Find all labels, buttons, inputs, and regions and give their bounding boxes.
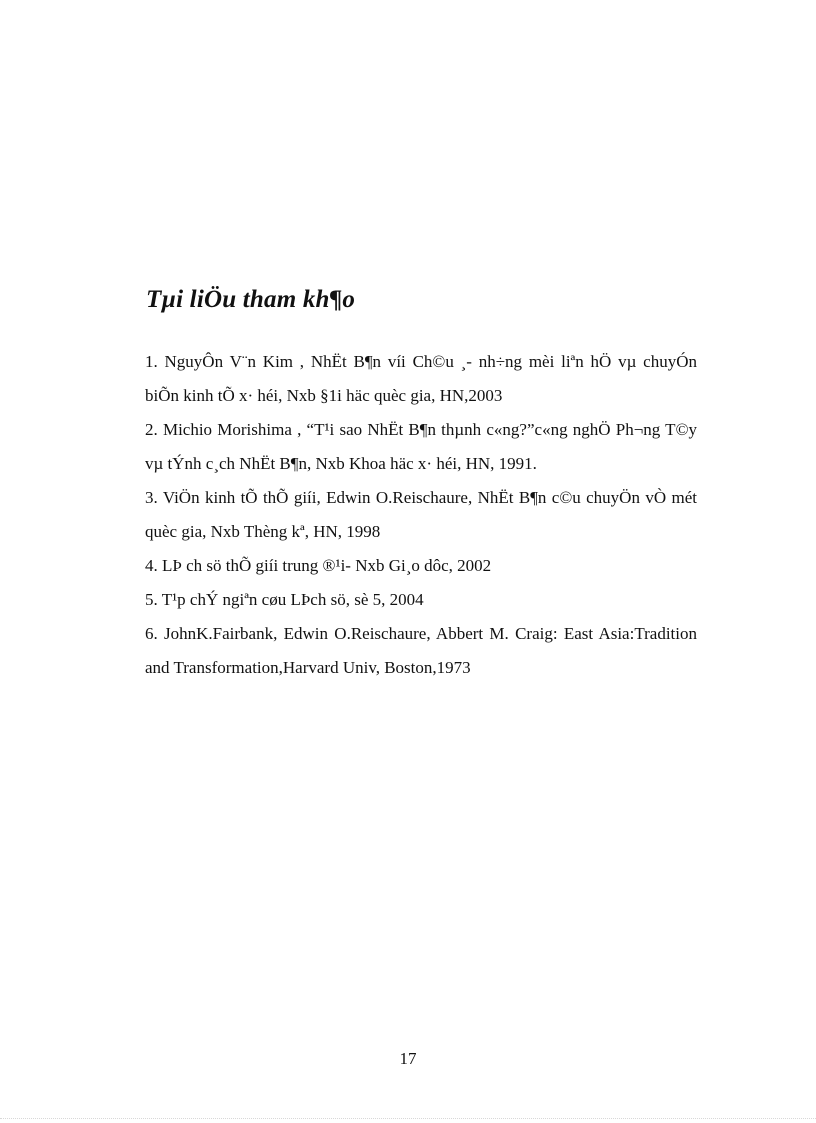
reference-list <box>145 345 697 685</box>
reference-item-1: 1. NguyÔn V¨n Kim , NhËt B¶n víi Ch©u ¸- nh÷ng mèi liªn hÖ vµ chuyÓn biÕn kinh tÕ x· héi, Nxb §1i häc quèc gia, HN,2003 <box>145 352 697 405</box>
reference-item-3: 3. ViÖn kinh tÕ thÕ giíi, Edwin O.Reischaure, NhËt B¶n c©u chuyÖn vÒ mét quèc gia, Nxb Thèng kª, HN, 1998 <box>145 488 697 541</box>
reference-item-5: 5. T¹p chÝ ngiªn cøu LÞch sö, sè 5, 2004 <box>145 590 424 609</box>
reference-item-2: 2. Michio Morishima , “T¹i sao NhËt B¶n thµnh c«ng?”c«ng nghÖ Ph¬ng T©y vµ tÝnh c¸ch NhËt B¶n, Nxb Khoa häc x· héi, HN, 1991. <box>145 420 697 473</box>
page-number: 17 <box>399 1049 417 1068</box>
reference-item-6: 6. JohnK.Fairbank, Edwin O.Reischaure, Abbert M. Craig: East Asia:Tradition and Transformation,Harvard Univ, Boston,1973 <box>145 624 697 677</box>
reference-item-4: 4. LÞ ch sö thÕ giíi trung ®¹i- Nxb Gi¸o dôc, 2002 <box>145 556 492 575</box>
page-bottom-divider <box>0 1118 816 1119</box>
section-heading: Tµi liÖu tham kh¶o <box>146 286 356 313</box>
